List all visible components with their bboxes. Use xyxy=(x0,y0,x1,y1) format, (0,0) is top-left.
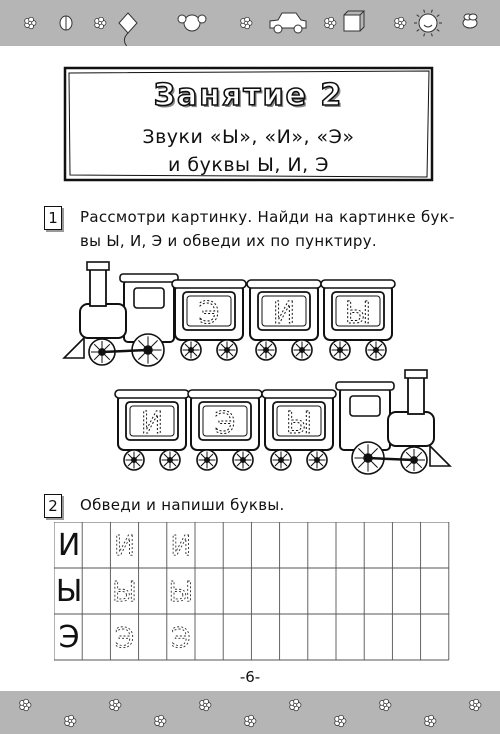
trace-letter: Ы xyxy=(112,575,137,608)
task1-text-line1: Рассмотри картинку. Найди на картинке бук- xyxy=(80,208,455,226)
dotted-letter: Ы xyxy=(285,406,313,441)
trace-letter: И xyxy=(170,529,192,562)
grid-row xyxy=(58,528,192,563)
task2-text: Обведи и напиши буквы. xyxy=(80,496,285,514)
flower-icon xyxy=(20,699,31,711)
flower-icon xyxy=(380,699,391,711)
sample-letter: И xyxy=(57,528,81,563)
task1-number: 1 xyxy=(44,206,62,230)
lesson-subtitle-line1: Звуки «Ы», «И», «Э» xyxy=(142,126,355,148)
train-wagon xyxy=(321,280,395,360)
sample-letter: Э xyxy=(58,620,80,655)
flower-icon xyxy=(155,715,166,727)
grid-row xyxy=(59,620,191,655)
writing-grid xyxy=(54,522,452,664)
trace-letter: Э xyxy=(114,621,135,654)
flower-icon xyxy=(470,699,481,711)
lesson-subtitle-line2: и буквы Ы, И, Э xyxy=(168,154,329,176)
bottom-decor-icons xyxy=(0,691,500,734)
dotted-letter: Э xyxy=(214,406,236,441)
flower-icon xyxy=(110,699,121,711)
trace-letter: Ы xyxy=(168,575,194,608)
flower-icon xyxy=(245,715,256,727)
page-number: -6- xyxy=(239,668,261,686)
trace-letter: Э xyxy=(171,621,191,654)
task1-text-line2: вы Ы, И, Э и обведи их по пунктиру. xyxy=(80,232,377,250)
grid-row xyxy=(56,574,193,609)
flower-icon xyxy=(425,715,436,727)
dotted-letter: И xyxy=(272,296,296,331)
train-wagon xyxy=(115,390,189,470)
train-wagon xyxy=(172,280,246,360)
flower-icon xyxy=(200,699,211,711)
lesson-title: Занятие 2 xyxy=(153,78,344,113)
bottom-decor-band xyxy=(0,691,500,734)
train-top xyxy=(64,262,395,366)
sample-letter: Ы xyxy=(55,574,83,609)
dotted-letter: Ы xyxy=(344,296,372,331)
train-wagon xyxy=(188,390,262,470)
dotted-letter: И xyxy=(140,406,164,441)
trace-letter: И xyxy=(114,529,135,562)
train-bottom xyxy=(115,370,450,474)
flower-icon xyxy=(290,699,301,711)
train-engine xyxy=(64,262,178,366)
dotted-letter: Э xyxy=(198,296,220,331)
train-engine xyxy=(336,370,450,474)
task2-number: 2 xyxy=(44,494,62,518)
train-wagon xyxy=(247,280,321,360)
flower-icon xyxy=(335,715,346,727)
train-wagon xyxy=(262,390,336,470)
flower-icon xyxy=(65,715,76,727)
